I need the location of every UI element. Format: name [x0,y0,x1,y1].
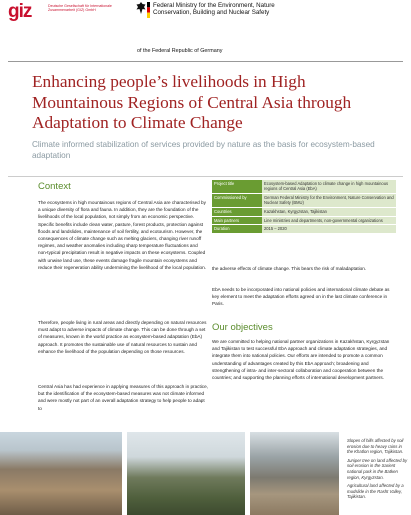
title-divider [8,176,403,177]
eroded-hills-photo [0,432,122,515]
context-paragraph-3: Central Asia has had experience in applying measures of this approach in practice, but the identification of the ecosystem-based measures was not climate informed and were mostly not part of an overall adaptation strategy to help people to adapt to [38,384,208,411]
federal-eagle-icon [136,2,146,14]
ministry-name: Federal Ministry for the Environment, Nature Conservation, Building and Nuclear Safety [153,2,275,16]
context-paragraph-1: The ecosystems in high mountainous regions of Central Asia are characterised by a unique diversity of flora and fauna. In addition, they are the foundation of the livelihoods of the local population, not simply from an economic perspective. Specific benefits include clean water, pasture, forest products, protection against floods and landslides, maintenance of soil fertility, and ecotourism. However, the consequences of climate change such as melting glaciers, changing river runoff regimes, and weather anomalies including sharp temperature fluctuations and non-typical precipitation result in negative impacts on these ecosystems. Coupled with unwise land use, these events damage fragile mountain ecosystems and reduce their regeneration ability undermining the livelihood of the local population. [38,200,206,270]
giz-full-name: Deutsche Gesellschaft für Internationale Zusammenarbeit (GIZ) GmbH [48,4,112,13]
table-key: Duration [212,225,262,234]
table-row [212,180,396,193]
table-value: Ecosystem-based Adaptation to climate change in high mountainous regions of Central Asia (EbA) [262,180,396,193]
project-info-table [212,180,396,234]
table-row [212,193,396,207]
objectives-heading: Our objectives [212,322,273,333]
table-key: Project title [212,180,262,193]
context-paragraph-2: Therefore, people living in rural areas and directly depending on natural resources must adapt to adverse impacts of climate change. This can be done through a set of measures, known in the world practice as ecosystem-based adaptation (EbA) approach. It promotes the sustainable use of natural resources to sustain and enhance the livelihood of the population depending on those resources. [38,320,207,354]
table-key: Commissioned by [212,193,262,207]
caption-1: Slopes of hills affected by soil erosion due to heavy rains in the Khatlon region, Tajikistan. [347,438,404,455]
eba-policy-paragraph: EbA needs to be incorporated into national policies and international climate debate as key element to meet the adaptation efforts agreed on in the last climate conference in Paris. [212,287,390,307]
objectives-paragraph: We are committed to helping national partner organizations in Kazakhstan, Kyrgyzstan and Tajikistan to test successful EbA approach and climate adaptation strategies, and integrate them into national policies. Our efforts are intended to promote a common understanding of advantages created by this EbA approach; broadening and strengthening of intra- and inter-sectoral collaboration and cooperation between the countries; and supporting the planning efforts of international development partners. [212,339,390,381]
table-key: Main partners [212,216,262,225]
page-title: Enhancing people’s livelihoods in High Mountainous Regions of Central Asia through Adaptation to Climate Change [32,72,352,132]
juniper-tree-photo [127,432,245,515]
giz-logo: giz [8,1,32,22]
photo-captions [347,438,409,503]
table-value: 2015 – 2020 [262,225,396,234]
table-key: Countries [212,207,262,216]
context-continued-paragraph: the adverse effects of climate change. This bears the risk of maladaptation. [212,266,367,271]
table-row [212,225,396,234]
table-value: German Federal Ministry for the Environment, Nature Conservation and Nuclear Safety (BMU) [262,193,396,207]
caption-3: Agricultural land affected by a mudslide in the Rasht Valley, Tajikistan. [347,483,404,500]
table-value: Line ministries and departments, non-governmental organizations [262,216,396,225]
caption-2: Juniper tree on land affected by soil erosion in the Sarient national park in the Batken region, Kyrgyzstan. [347,457,408,480]
table-row [212,207,396,216]
context-heading: Context [38,181,71,192]
on-behalf-line: of the Federal Republic of Germany [137,48,223,54]
mudslide-photo [250,432,339,515]
header-divider [8,61,403,62]
table-value: Kazakhstan, Kyrgyzstan, Tajikistan [262,207,396,216]
page-subtitle: Climate informed stabilization of services provided by nature as the basis for ecosystem-based adaptation [32,140,375,160]
table-row [212,216,396,225]
german-flag-icon [147,2,150,18]
